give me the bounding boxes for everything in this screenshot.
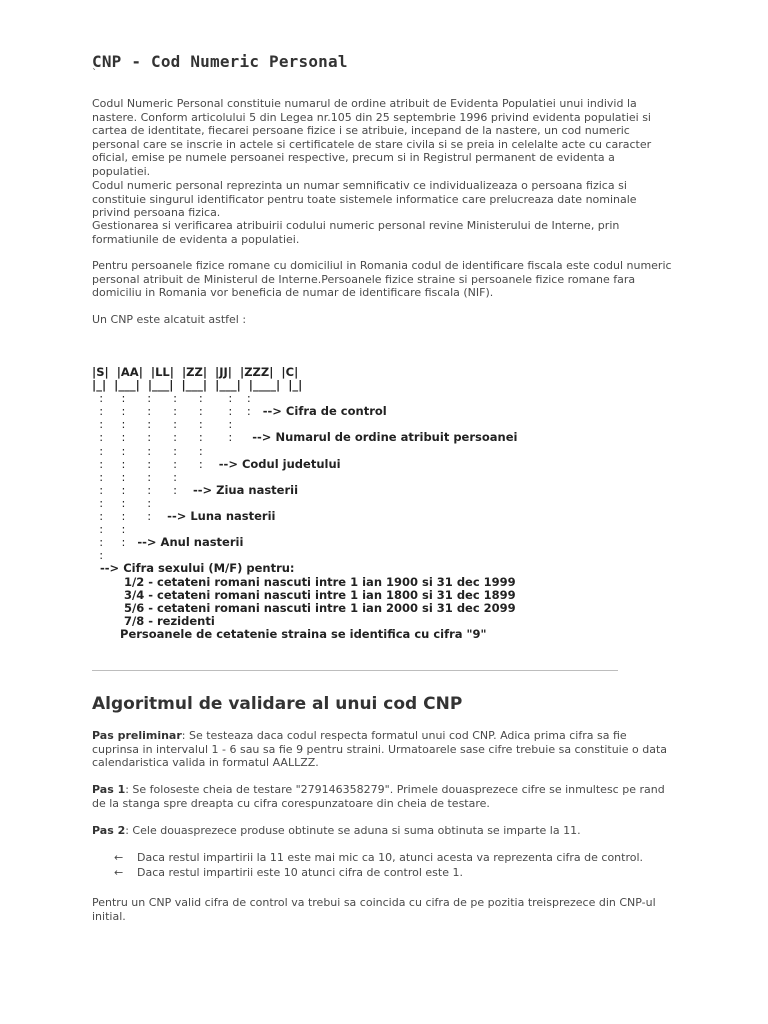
diagram-cifra-control: --> Cifra de control xyxy=(262,404,387,419)
pas-1-text: : Se foloseste cheia de testare "279146358279". Primele douasprezece cifre se inmultesc pe rand de la stanga spre dreapta cu cifra corespunzatoare din cheia de testare. xyxy=(92,783,665,810)
section-divider xyxy=(92,670,618,671)
diagram-straini: Persoanele de cetatenie straina se identifica cu cifra "9" xyxy=(120,626,487,641)
left-arrow-icon: ← xyxy=(114,851,124,864)
diagram-sex-rule-3: 5/6 - cetateni romani nascuti intre 1 ian 2000 si 31 dec 2099 xyxy=(124,600,516,615)
list-item xyxy=(114,850,643,865)
list-item xyxy=(114,865,643,880)
page-title: CNP - Cod Numeric Personal xyxy=(92,52,348,71)
diagram-sex-rule-1: 1/2 - cetateni romani nascuti intre 1 ian 1900 si 31 dec 1999 xyxy=(124,574,516,589)
pas-preliminar-paragraph xyxy=(92,729,672,770)
diagram-numar-ordine: --> Numarul de ordine atribuit persoanei xyxy=(252,430,518,445)
intro-paragraph-1: Codul Numeric Personal constituie numarul de ordine atribuit de Evidenta Populatiei unui individ la nastere. Conform articolului 5 din Legea nr.105 din 25 septembrie 1996 privind evidenta populatiei si cartea de identitate, fiecarei persoane fizice i se atribuie, incepand de la nastere, un cod numeric personal care se inscrie in actele si certificatele de stare civila si se preia in celelalte acte cu caracter oficial, emise pe numele persoanei respective, precum si in Registrul permanent de evidenta a populatiei. xyxy=(92,97,652,178)
conclusion-paragraph: Pentru un CNP valid cifra de control va trebui sa coincida cu cifra de pe pozitia treisprezece din CNP-ul initial. xyxy=(92,896,656,923)
list-item-text: Daca restul impartirii este 10 atunci cifra de control este 1. xyxy=(137,866,463,879)
pas-2-text: : Cele douasprezece produse obtinute se aduna si suma obtinuta se imparte la 11. xyxy=(125,824,581,837)
algorithm-heading: Algoritmul de validare al unui cod CNP xyxy=(92,694,463,714)
list-item-text: Daca restul impartirii la 11 este mai mic ca 10, atunci acesta va reprezenta cifra de control. xyxy=(137,851,644,864)
pas-preliminar-text: : Se testeaza daca codul respecta formatul unui cod CNP. Adica prima cifra sa fie cuprinsa in intervalul 1 - 6 sau sa fie 9 pentru straini. Urmatoarele sase cifre trebuie sa constituie o data calendaristica valida in formatul AALLZZ. xyxy=(92,729,668,769)
pas-1-label: Pas 1 xyxy=(92,783,126,796)
remainder-rules-list xyxy=(114,850,643,880)
diagram-anul: --> Anul nasterii xyxy=(137,535,244,550)
diagram-sex-rule-2: 3/4 - cetateni romani nascuti intre 1 ian 1800 si 31 dec 1899 xyxy=(124,587,516,602)
diagram-luna: --> Luna nasterii xyxy=(167,509,276,524)
pas-preliminar-label: Pas preliminar xyxy=(92,729,182,742)
pas-2-paragraph xyxy=(92,824,672,838)
diagram-sex: --> Cifra sexului (M/F) pentru: xyxy=(100,561,295,576)
pas-2-label: Pas 2 xyxy=(92,824,126,837)
stray-mark: ` xyxy=(92,68,97,79)
diagram-cod-judet: --> Codul judetului xyxy=(218,456,341,471)
diagram-underline-row: |_| |___| |___| |___| |___| |____| |_| xyxy=(92,378,303,393)
cnp-structure-diagram: |S| |AA| |LL| |ZZ| |JJ| |ZZZ| |C| |_| |___| |___| |___| |___| |____| |_| : : : : : : : : : : : : : : --> Cifra de control : : : : : : : : : : : : --> Numarul de ordine atribuit persoanei : : : : : : : : : : --> Codul judetului : : : : : : : : --> Ziua nasterii : : : : : : --> Luna nasterii : : : : --> Anul nasterii : --> Cifra sexului (M/F) pentru: 1/2 - cetateni romani nascuti intre 1 ian 1900 si 31 dec 1999 3/4 - cetateni romani nascuti intre 1 ian 1800 si 31 dec 1899 5/6 - cetateni romani nascuti intre 1 ian 2000 si 31 dec 2099 7/8 - rezidenti Persoanele de cetatenie straina se identifica cu cifra "9" xyxy=(92,365,518,641)
intro-paragraph-4: Pentru persoanele fizice romane cu domiciliul in Romania codul de identificare fiscala este codul numeric personal atribuit de Ministerul de Interne.Persoanele fizice straine si persoanele fizice romane fara domiciliu in Romania vor beneficia de numar de identificare fiscala (NIF). xyxy=(92,259,672,299)
diagram-header-row: |S| |AA| |LL| |ZZ| |JJ| |ZZZ| |C| xyxy=(92,365,299,379)
intro-paragraph-2: Codul numeric personal reprezinta un numar semnificativ ce individualizeaza o persoana fizica si constituie singurul identificator pentru toate sistemele informatice care prelucreaza date nominale privind persoana fizica. xyxy=(92,179,637,219)
left-arrow-icon: ← xyxy=(114,866,124,879)
pas-1-paragraph xyxy=(92,783,672,810)
intro-paragraph-5: Un CNP este alcatuit astfel : xyxy=(92,313,247,326)
intro-paragraph-3: Gestionarea si verificarea atribuirii codului numeric personal revine Ministerului de Interne, prin formatiunile de evidenta a populatiei. xyxy=(92,219,620,246)
diagram-sex-rule-4: 7/8 - rezidenti xyxy=(124,613,215,628)
diagram-ziua: --> Ziua nasterii xyxy=(192,482,299,497)
